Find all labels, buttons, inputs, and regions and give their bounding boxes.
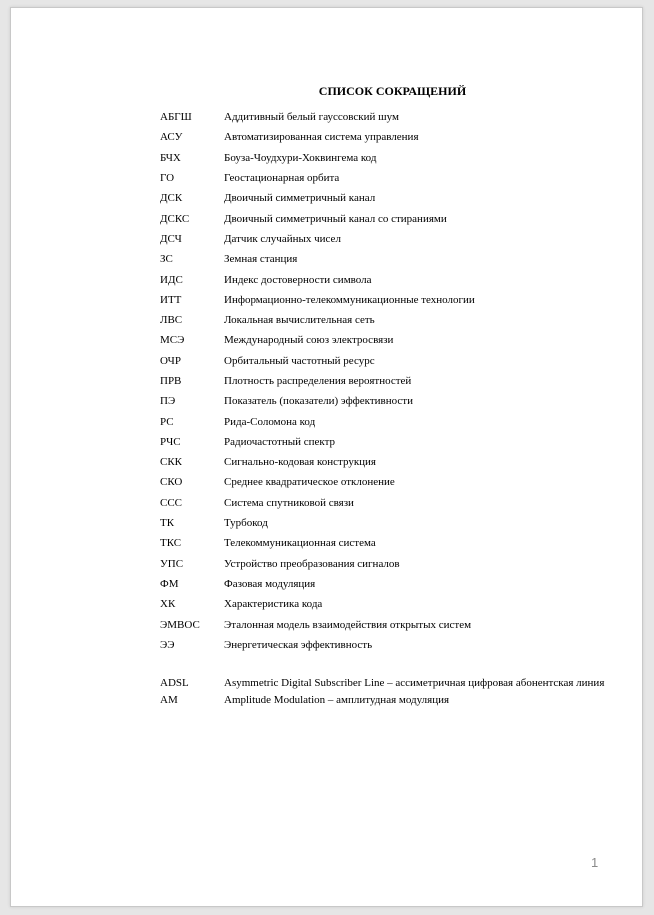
abbreviation-definition: Двоичный симметричный канал со стираниями bbox=[224, 212, 447, 225]
abbreviation-row bbox=[160, 614, 610, 634]
abbreviation-row bbox=[160, 249, 610, 269]
abbreviation-row bbox=[160, 472, 610, 492]
abbreviation-term: РС bbox=[160, 415, 174, 428]
abbreviation-definition: Рида-Соломона код bbox=[224, 415, 316, 428]
abbreviation-term: АСУ bbox=[160, 131, 183, 144]
abbreviation-row bbox=[160, 513, 610, 533]
abbreviation-row bbox=[160, 127, 610, 147]
abbreviation-definition: Характеристика кода bbox=[224, 598, 323, 611]
latin-abbreviation-row bbox=[160, 695, 610, 706]
abbreviation-definition: Боуза-Чоудхури-Хоквингема код bbox=[224, 151, 377, 164]
abbreviation-definition: Среднее квадратическое отклонение bbox=[224, 476, 395, 489]
abbreviation-term: МСЭ bbox=[160, 334, 185, 347]
abbreviation-term: ЭЭ bbox=[160, 638, 175, 651]
abbreviation-term: АБГШ bbox=[160, 111, 192, 124]
abbreviation-row bbox=[160, 107, 610, 127]
page-number: 1 bbox=[591, 855, 599, 870]
abbreviation-term: ДСК bbox=[160, 192, 183, 205]
abbreviation-definition: Сигнально-кодовая конструкция bbox=[224, 456, 376, 469]
abbreviation-definition: Аддитивный белый гауссовский шум bbox=[224, 111, 399, 124]
abbreviation-row bbox=[160, 391, 610, 411]
latin-abbreviation-list bbox=[160, 678, 610, 712]
abbreviation-definition: Турбокод bbox=[224, 517, 268, 530]
abbreviation-definition: Фазовая модуляция bbox=[224, 577, 316, 590]
abbreviation-definition: Локальная вычислительная сеть bbox=[224, 314, 375, 327]
abbreviation-term: ДСКС bbox=[160, 212, 190, 225]
abbreviation-row bbox=[160, 594, 610, 614]
abbreviation-term: ИДС bbox=[160, 273, 183, 286]
abbreviation-row bbox=[160, 554, 610, 574]
abbreviation-definition: Эталонная модель взаимодействия открытых систем bbox=[224, 618, 472, 631]
abbreviation-definition: Радиочастотный спектр bbox=[224, 435, 336, 448]
abbreviation-term: БЧХ bbox=[160, 151, 181, 164]
abbreviation-term: ЛВС bbox=[160, 314, 183, 327]
abbreviation-term: ФМ bbox=[160, 577, 179, 590]
abbreviation-row bbox=[160, 533, 610, 553]
abbreviation-term: ИТТ bbox=[160, 293, 182, 306]
abbreviation-definition: Орбитальный частотный ресурс bbox=[224, 354, 375, 367]
abbreviation-definition: Земная станция bbox=[224, 253, 298, 266]
abbreviation-row bbox=[160, 148, 610, 168]
abbreviation-row bbox=[160, 188, 610, 208]
abbreviation-term: ХК bbox=[160, 598, 176, 611]
abbreviation-definition: Система спутниковой связи bbox=[224, 496, 354, 509]
abbreviation-definition: Энергетическая эффективность bbox=[224, 638, 373, 651]
abbreviation-term: ТКС bbox=[160, 537, 182, 550]
abbreviation-row bbox=[160, 493, 610, 513]
abbreviation-term: ГО bbox=[160, 172, 175, 185]
abbreviation-definition: Телекоммуникационная система bbox=[224, 537, 376, 550]
abbreviation-row bbox=[160, 208, 610, 228]
abbreviation-term: ССС bbox=[160, 496, 183, 509]
latin-abbreviation-definition: Amplitude Modulation – амплитудная модуляция bbox=[224, 694, 450, 706]
abbreviation-term: ТК bbox=[160, 517, 175, 530]
abbreviation-row bbox=[160, 371, 610, 391]
abbreviation-definition: Плотность распределения вероятностей bbox=[224, 375, 412, 387]
abbreviation-row bbox=[160, 290, 610, 310]
abbreviation-row bbox=[160, 452, 610, 472]
abbreviation-term: ПРВ bbox=[160, 375, 182, 387]
abbreviation-definition: Показатель (показатели) эффективности bbox=[224, 395, 413, 408]
abbreviation-row bbox=[160, 229, 610, 249]
abbreviation-definition: Международный союз электросвязи bbox=[224, 334, 394, 347]
abbreviation-row bbox=[160, 432, 610, 452]
abbreviation-term: РЧС bbox=[160, 435, 181, 448]
abbreviation-definition: Геостационарная орбита bbox=[224, 172, 340, 185]
abbreviation-definition: Датчик случайных чисел bbox=[224, 232, 341, 245]
latin-abbreviation-definition: Asymmetric Digital Subscriber Line – ассиметричная цифровая абонентская линия bbox=[224, 677, 605, 689]
abbreviation-row bbox=[160, 310, 610, 330]
abbreviation-definition: Информационно-телекоммуникационные технологии bbox=[224, 293, 475, 306]
abbreviation-term: СКО bbox=[160, 476, 183, 489]
abbreviation-row bbox=[160, 411, 610, 431]
abbreviation-list bbox=[160, 107, 610, 655]
abbreviation-definition: Двоичный симметричный канал bbox=[224, 192, 376, 205]
abbreviation-row bbox=[160, 330, 610, 350]
latin-abbreviation-term: AM bbox=[160, 694, 178, 706]
abbreviation-term: ОЧР bbox=[160, 354, 181, 367]
page-title: СПИСОК СОКРАЩЕНИЙ bbox=[318, 84, 467, 98]
abbreviation-row bbox=[160, 351, 610, 371]
abbreviation-row bbox=[160, 168, 610, 188]
latin-abbreviation-row bbox=[160, 678, 610, 689]
abbreviation-definition: Автоматизированная система управления bbox=[224, 131, 419, 144]
abbreviation-definition: Устройство преобразования сигналов bbox=[224, 557, 400, 570]
document-page bbox=[10, 7, 643, 907]
abbreviation-term: ДСЧ bbox=[160, 232, 182, 245]
abbreviation-term: СКК bbox=[160, 456, 183, 469]
abbreviation-definition: Индекс достоверности символа bbox=[224, 273, 372, 286]
abbreviation-row bbox=[160, 635, 610, 655]
abbreviation-term: ЗС bbox=[160, 253, 173, 266]
abbreviation-term: УПС bbox=[160, 557, 184, 570]
abbreviation-row bbox=[160, 574, 610, 594]
abbreviation-term: ПЭ bbox=[160, 395, 176, 408]
abbreviation-row bbox=[160, 269, 610, 289]
latin-abbreviation-term: ADSL bbox=[160, 677, 189, 689]
abbreviation-term: ЭМВОС bbox=[160, 618, 200, 631]
